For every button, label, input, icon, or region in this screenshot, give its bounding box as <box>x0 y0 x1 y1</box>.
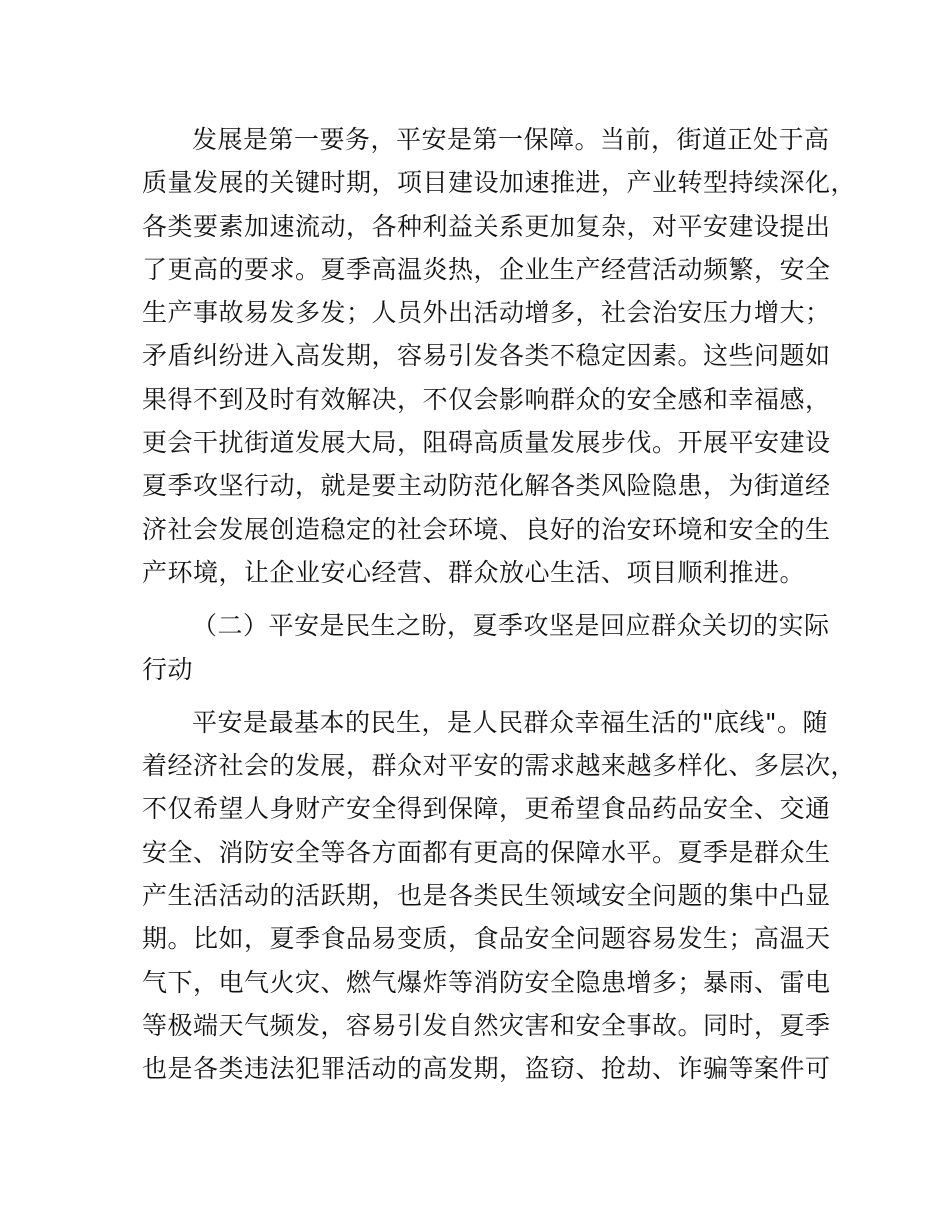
text-line: 产环境，让企业安心经营、群众放心生活、项目顺利推进。 <box>142 557 806 587</box>
text-line: 也是各类违法犯罪活动的高发期，盗窃、抢劫、诈骗等案件可 <box>142 1054 831 1084</box>
text-line: 安全、消防安全等各方面都有更高的保障水平。夏季是群众生 <box>142 837 831 867</box>
text-line: 更会干扰街道发展大局，阻碍高质量发展步伐。开展平安建设 <box>142 428 831 458</box>
text-line: 夏季攻坚行动，就是要主动防范化解各类风险隐患，为街道经 <box>142 471 831 501</box>
text-line: 各类要素加速流动，各种利益关系更加复杂，对平安建设提出 <box>142 211 831 241</box>
paragraph-spacer <box>142 594 842 604</box>
text-line: 平安是最基本的民生，是人民群众幸福生活的"底线"。随 <box>192 707 829 737</box>
text-line: 发展是第一要务，平安是第一保障。当前，街道正处于高 <box>192 125 830 154</box>
text-line: 气下，电气火灾、燃气爆炸等消防安全隐患增多；暴雨、雷电 <box>142 967 831 997</box>
text-line: 了更高的要求。夏季高温炎热，企业生产经营活动频繁，安全 <box>142 254 831 284</box>
text-line: 生产事故易发多发；人员外出活动增多，社会治安压力增大； <box>142 298 831 328</box>
heading-line: （二）平安是民生之盼，夏季攻坚是回应群众关切的实际 <box>192 611 830 641</box>
text-line: 期。比如，夏季食品易变质，食品安全问题容易发生；高温天 <box>142 924 831 954</box>
text-line: 质量发展的关键时期，项目建设加速推进，产业转型持续深化， <box>142 168 857 198</box>
paragraph-livelihood-safety <box>142 701 857 1091</box>
heading-line: 行动 <box>142 654 194 684</box>
text-line: 济社会发展创造稳定的社会环境、良好的治安环境和安全的生 <box>142 514 831 544</box>
text-line: 着经济社会的发展，群众对平安的需求越来越多样化、多层次， <box>142 751 857 781</box>
text-line: 矛盾纠纷进入高发期，容易引发各类不稳定因素。这些问题如 <box>142 341 831 371</box>
text-line: 不仅希望人身财产安全得到保障，更希望食品药品安全、交通 <box>142 794 831 824</box>
paragraph-spacer <box>142 691 842 701</box>
text-line: 产生活活动的活跃期，也是各类民生领域安全问题的集中凸显 <box>142 881 831 911</box>
section-heading-2 <box>142 604 842 691</box>
text-line: 等极端天气频发，容易引发自然灾害和安全事故。同时，夏季 <box>142 1010 831 1040</box>
document-body <box>142 118 857 1091</box>
paragraph-development-safety <box>142 118 857 594</box>
text-line: 果得不到及时有效解决，不仅会影响群众的安全感和幸福感， <box>142 384 831 414</box>
